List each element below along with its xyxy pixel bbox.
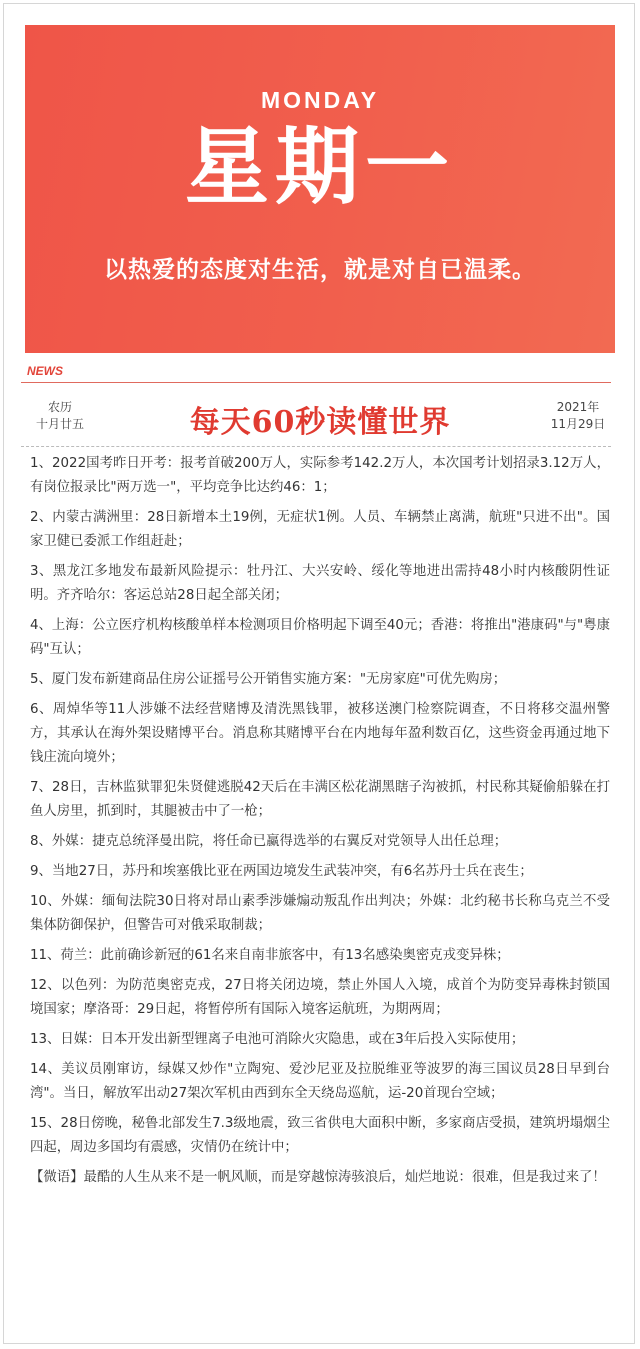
news-divider <box>21 382 611 383</box>
news-item: 1、2022国考昨日开考：报考首破200万人，实际参考142.2万人，本次国考计划招录3.12万人，有岗位报录比"两万选一"，平均竞争比达约46：1； <box>30 456 610 495</box>
page-title: 每天60秒读懂世界 <box>189 405 451 440</box>
news-item: 2、内蒙古满洲里：28日新增本土19例，无症状1例。人员、车辆禁止离满，航班"只进不出"。国家卫健已委派工作组赶赴； <box>30 510 610 549</box>
news-item: 10、外媒：缅甸法院30日将对昂山素季涉嫌煽动叛乱作出判决；外媒：北约秘书长称乌克兰不受集体防御保护，但警告可对俄采取制裁； <box>30 894 610 933</box>
news-list <box>30 452 610 1196</box>
news-item: 9、当地27日，苏丹和埃塞俄比亚在两国边境发生武装冲突，有6名苏丹士兵在丧生； <box>30 864 533 879</box>
banner-day-english: MONDAY <box>260 87 380 113</box>
news-item: 11、荷兰：此前确诊新冠的61名来自南非旅客中，有13名感染奥密克戎变异株； <box>30 948 510 963</box>
news-item: 8、外媒：捷克总统泽曼出院，将任命已赢得选举的右翼反对党领导人出任总理； <box>30 834 508 849</box>
news-item: 6、周焯华等11人涉嫌不法经营赌博及清洗黑钱罪，被移送澳门检察院调查，不日将移交温州警方，其承认在海外架设赌博平台。消息称其赌博平台在内地每年盈利数百亿，这些资金再通过地下钱庄流向境外； <box>30 702 610 765</box>
solar-day: 11月29日 <box>550 417 606 431</box>
banner-motto: 以热爱的态度对生活，就是对自已温柔。 <box>104 257 536 283</box>
header-divider <box>21 446 611 447</box>
news-item: 5、厦门发布新建商品住房公证摇号公开销售实施方案："无房家庭"可优先购房； <box>30 672 507 687</box>
news-item: 12、以色列：为防范奥密克戎，27日将关闭边境，禁止外国人入境，成首个为防变异毒株封锁国境国家；摩洛哥：29日起，将暂停所有国际入境客运航班，为期两周； <box>30 978 610 1017</box>
solar-year: 2021年 <box>556 400 600 414</box>
solar-date <box>548 399 608 433</box>
news-item: 13、日媒：日本开发出新型锂离子电池可消除火灾隐患，或在3年后投入实际使用； <box>30 1032 525 1047</box>
weekday-banner <box>25 25 615 353</box>
news-item: 3、黑龙江多地发布最新风险提示：牡丹江、大兴安岭、绥化等地进出需持48小时内核酸阴性证明。齐齐哈尔：客运总站28日起全部关闭； <box>30 564 610 603</box>
lunar-label: 农历 <box>47 400 72 414</box>
news-item: 15、28日傍晚，秘鲁北部发生7.3级地震，致三省供电大面积中断，多家商店受损，建筑坍塌烟尘四起，周边多国均有震感，灾情仍在统计中； <box>30 1116 610 1155</box>
news-item: 14、美议员刚窜访，绿媒又炒作"立陶宛、爱沙尼亚及拉脱维亚等波罗的海三国议员28日早到台湾"。当日，解放军出动27架次军机由西到东全天绕岛巡航，运-20首现台空域； <box>30 1062 610 1101</box>
banner-day-chinese: 星期一 <box>184 117 455 216</box>
news-item: 4、上海：公立医疗机构核酸单样本检测项目价格明起下调至40元；香港：将推出"港康码"与"粤康码"互认； <box>30 618 610 657</box>
daily-quote: 【微语】最酷的人生从来不是一帆风顺，而是穿越惊涛骇浪后，灿烂地说：很难，但是我过来了！ <box>30 1170 606 1185</box>
lunar-day: 十月廿五 <box>35 417 84 431</box>
news-tag: NEWS <box>27 364 63 378</box>
news-item: 7、28日，吉林监狱罪犯朱贤健逃脱42天后在丰满区松花湖黑瞎子沟被抓，村民称其疑偷船躲在打鱼人房里，抓到时，其腿被击中了一枪； <box>30 780 610 819</box>
